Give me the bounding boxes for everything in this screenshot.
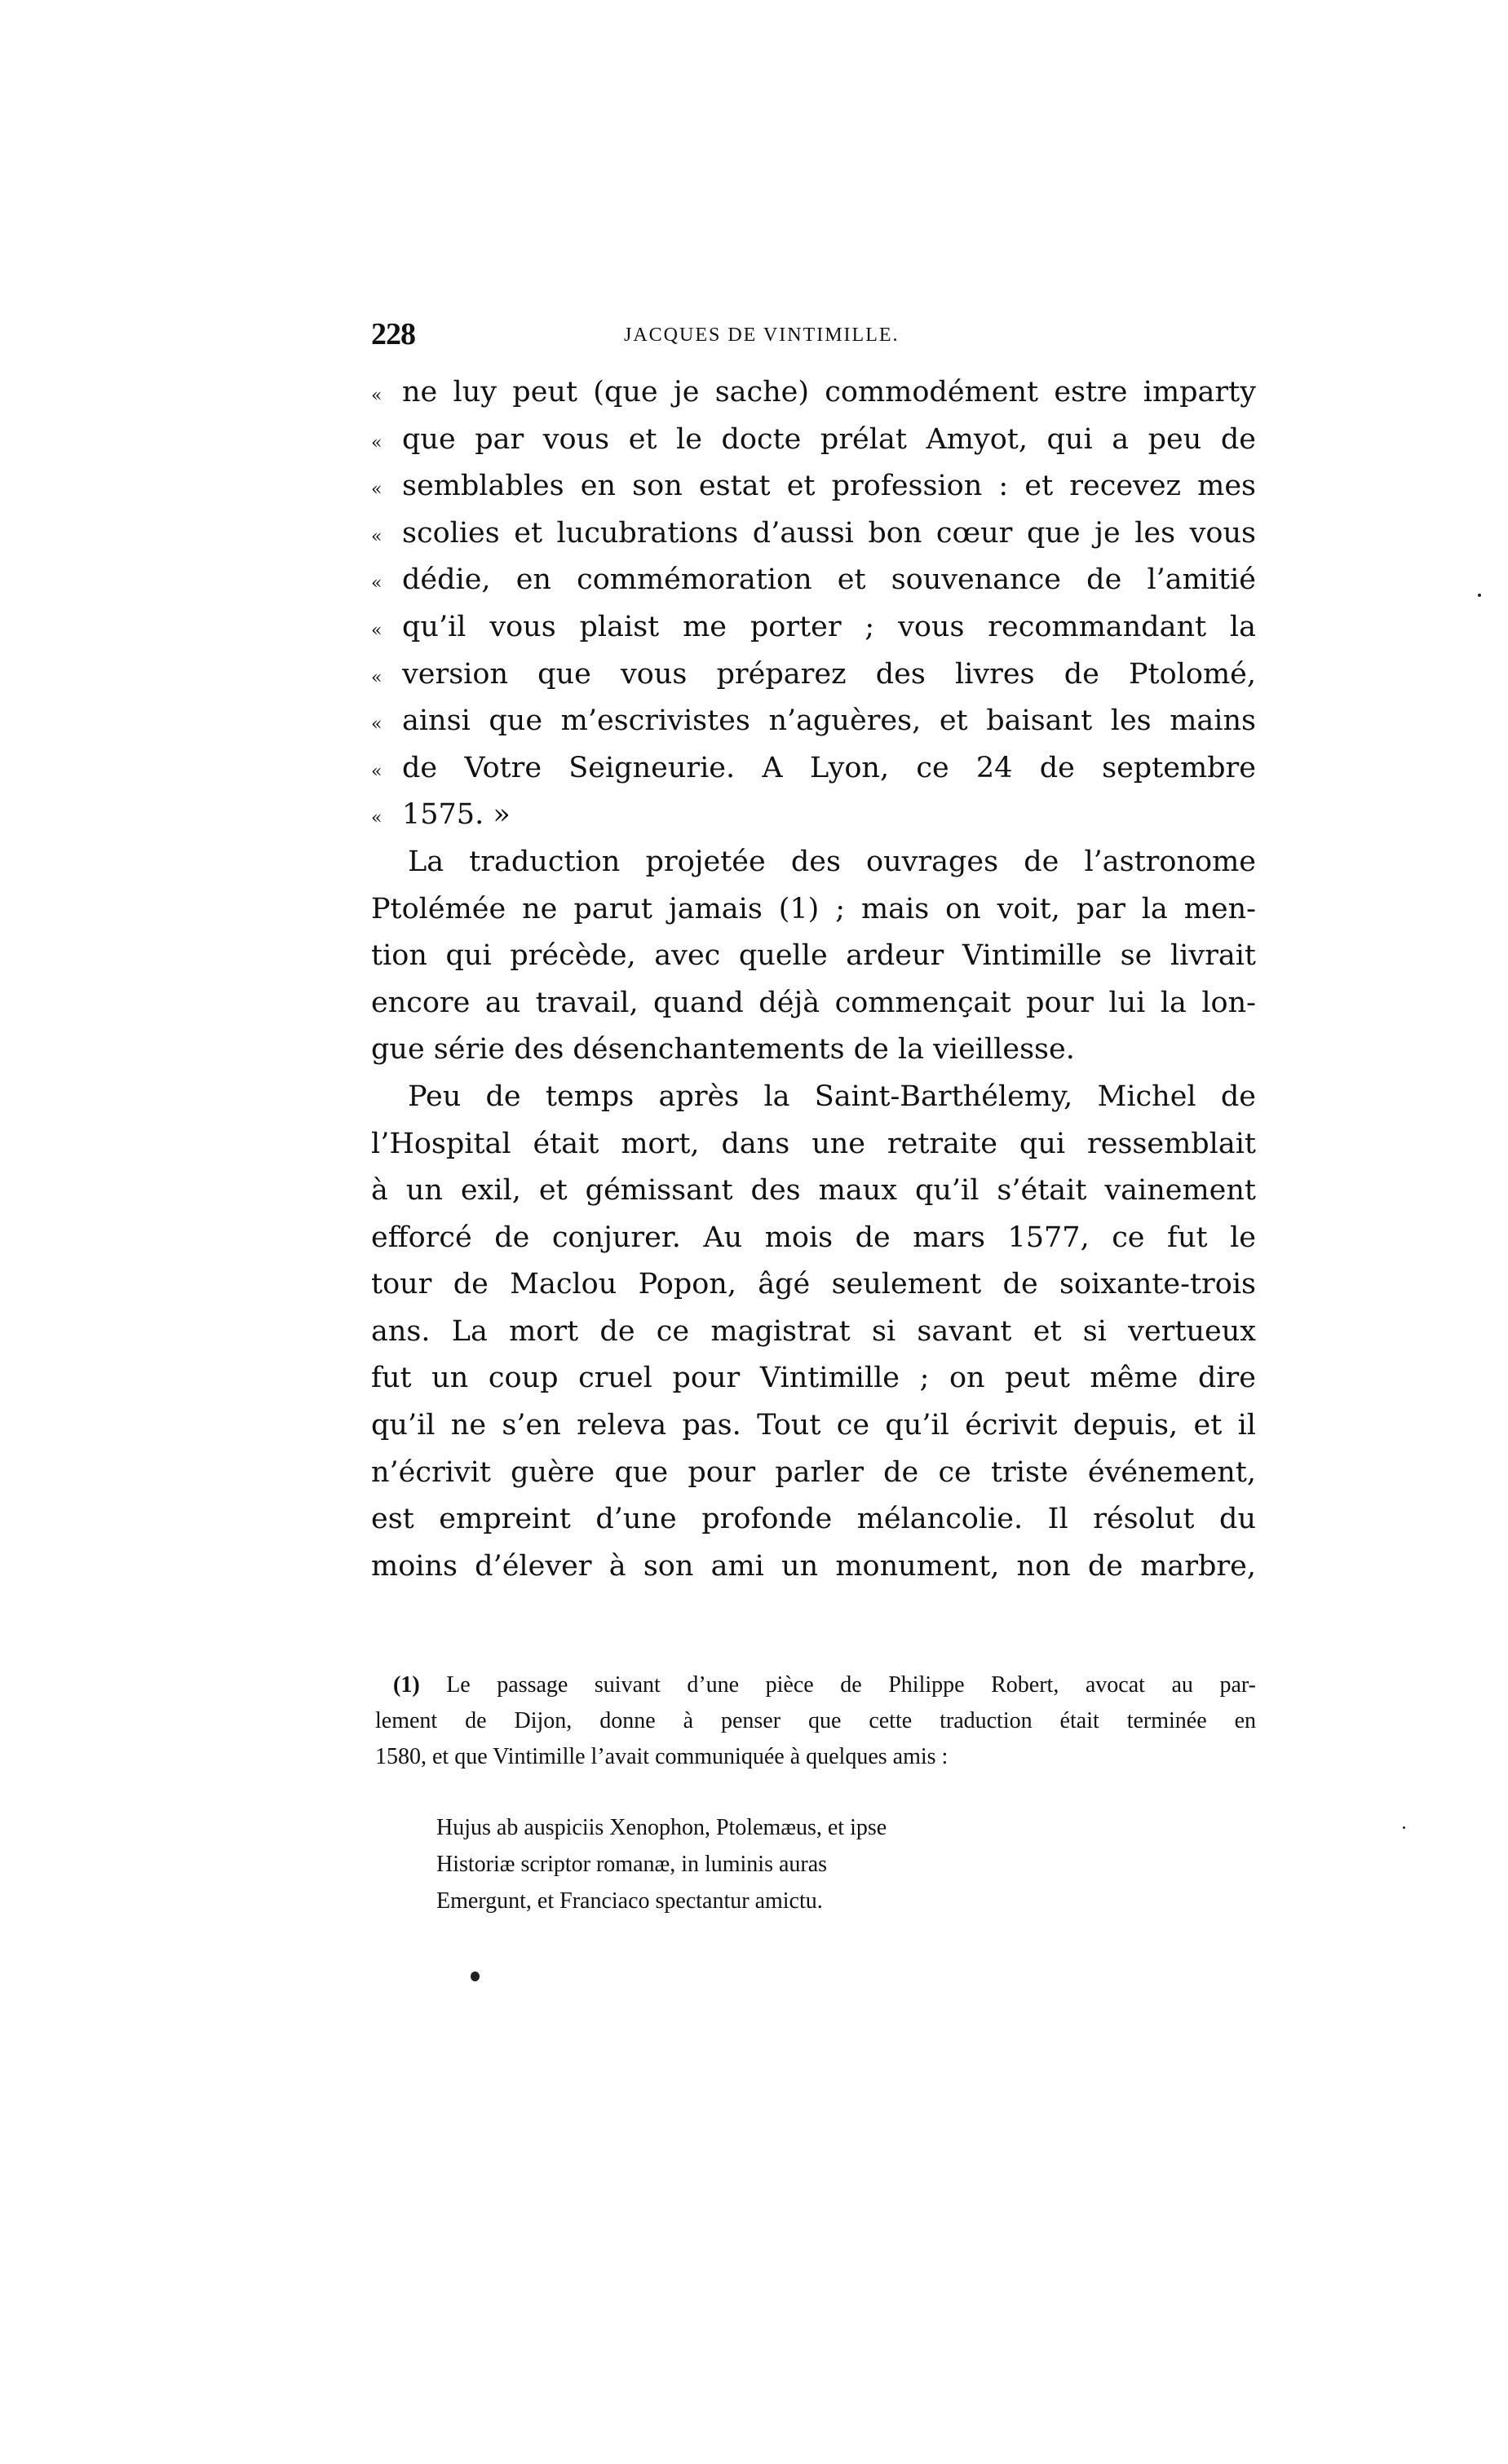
footnote-line: 1580, et que Vintimille l’avait communiquée à quelques amis : bbox=[375, 1744, 949, 1769]
quote-mark: « bbox=[371, 667, 383, 688]
text-line: qu’il ne s’en releva pas. Tout ce qu’il écrivit depuis, et il bbox=[371, 1409, 1256, 1442]
quoted-line: « semblables en son estat et profession : et recevez mes bbox=[371, 463, 1256, 510]
quote-mark: « bbox=[371, 808, 383, 829]
text-line: n’écrivit guère que pour parler de ce triste événement, bbox=[371, 1455, 1256, 1489]
text-line: fut un coup cruel pour Vintimille ; on peut même dire bbox=[371, 1362, 1256, 1395]
footnote-marker: (1) bbox=[393, 1672, 420, 1698]
quoted-line: « version que vous préparez des livres de Ptolomé, bbox=[371, 651, 1256, 699]
quote-mark: « bbox=[371, 479, 383, 501]
ink-speck bbox=[471, 1972, 480, 1981]
quoted-line: « de Votre Seigneurie. A Lyon, ce 24 de septembre bbox=[371, 745, 1256, 793]
paragraph bbox=[371, 1074, 1256, 1591]
ink-speck bbox=[1478, 594, 1481, 597]
text-line: à un exil, et gémissant des maux qu’il s’était vainement bbox=[371, 1174, 1256, 1208]
text-line: encore au travail, quand déjà commençait pour lui la lon- bbox=[371, 986, 1256, 1019]
quote-mark: « bbox=[371, 386, 383, 406]
text-line: l’Hospital était mort, dans une retraite qui ressemblait bbox=[371, 1127, 1256, 1160]
running-head: JACQUES DE VINTIMILLE. bbox=[624, 325, 900, 346]
verse-line: Hujus ab auspiciis Xenophon, Ptolemæus, et ipse bbox=[436, 1815, 887, 1840]
text-line: est empreint d’une profonde mélancolie. Il résolut du bbox=[371, 1503, 1256, 1536]
page-number: 228 bbox=[371, 317, 415, 351]
paragraph bbox=[371, 839, 1256, 1074]
quoted-line: « ne luy peut (que je sache) commodément estre imparty bbox=[371, 369, 1256, 417]
body-text bbox=[371, 369, 1256, 1590]
quoted-line: « scolies et lucubrations d’aussi bon cœur que je les vous bbox=[371, 510, 1256, 558]
verse-line: Historiæ scriptor romanæ, in luminis auras bbox=[436, 1852, 828, 1877]
text-line: Ptolémée ne parut jamais (1) ; mais on voit, par la men- bbox=[371, 892, 1256, 925]
text-line: ans. La mort de ce magistrat si savant et si vertueux bbox=[371, 1314, 1256, 1348]
quote-mark: « bbox=[371, 714, 383, 735]
text-line: Peu de temps après la Saint-Barthélemy, Michel de bbox=[408, 1080, 1256, 1113]
verse-line: Emergunt, et Franciaco spectantur amictu. bbox=[436, 1888, 823, 1914]
quoted-line: « ainsi que m’escrivistes n’aguères, et baisant les mains bbox=[371, 698, 1256, 745]
quoted-line: « que par vous et le docte prélat Amyot, qui a peu de bbox=[371, 417, 1256, 464]
text-line: La traduction projetée des ouvrages de l’astronome bbox=[408, 845, 1256, 878]
quote-mark: « bbox=[371, 573, 383, 594]
text-line: tion qui précède, avec quelle ardeur Vintimille se livrait bbox=[371, 939, 1256, 973]
page-header bbox=[371, 316, 1256, 352]
text-line: efforcé de conjurer. Au mois de mars 1577, ce fut le bbox=[371, 1221, 1256, 1254]
text-line: moins d’élever à son ami un monument, non de marbre, bbox=[371, 1549, 1256, 1583]
footnote-line: (1) Le passage suivant d’une pièce de Philippe Robert, avocat au par- bbox=[393, 1672, 1256, 1698]
quote-mark: « bbox=[371, 761, 383, 782]
quote-mark: « bbox=[371, 526, 383, 547]
quoted-line: « dédie, en commémoration et souvenance de l’amitié bbox=[371, 557, 1256, 604]
footnote-verse bbox=[436, 1809, 1170, 1919]
footnote-line: lement de Dijon, donne à penser que cette traduction était terminée en bbox=[375, 1708, 1256, 1733]
quoted-letter bbox=[371, 369, 1256, 839]
quote-mark: « bbox=[371, 620, 383, 641]
quote-mark: « bbox=[371, 432, 383, 453]
text-line: gue série des désenchantements de la vieillesse. bbox=[371, 1033, 1075, 1066]
ink-speck bbox=[1403, 1826, 1405, 1829]
quoted-line: « qu’il vous plaist me porter ; vous recommandant la bbox=[371, 604, 1256, 651]
quoted-line: « 1575. » bbox=[371, 792, 1256, 839]
text-line: tour de Maclou Popon, âgé seulement de soixante-trois bbox=[371, 1268, 1256, 1301]
footnote bbox=[375, 1667, 1256, 1775]
